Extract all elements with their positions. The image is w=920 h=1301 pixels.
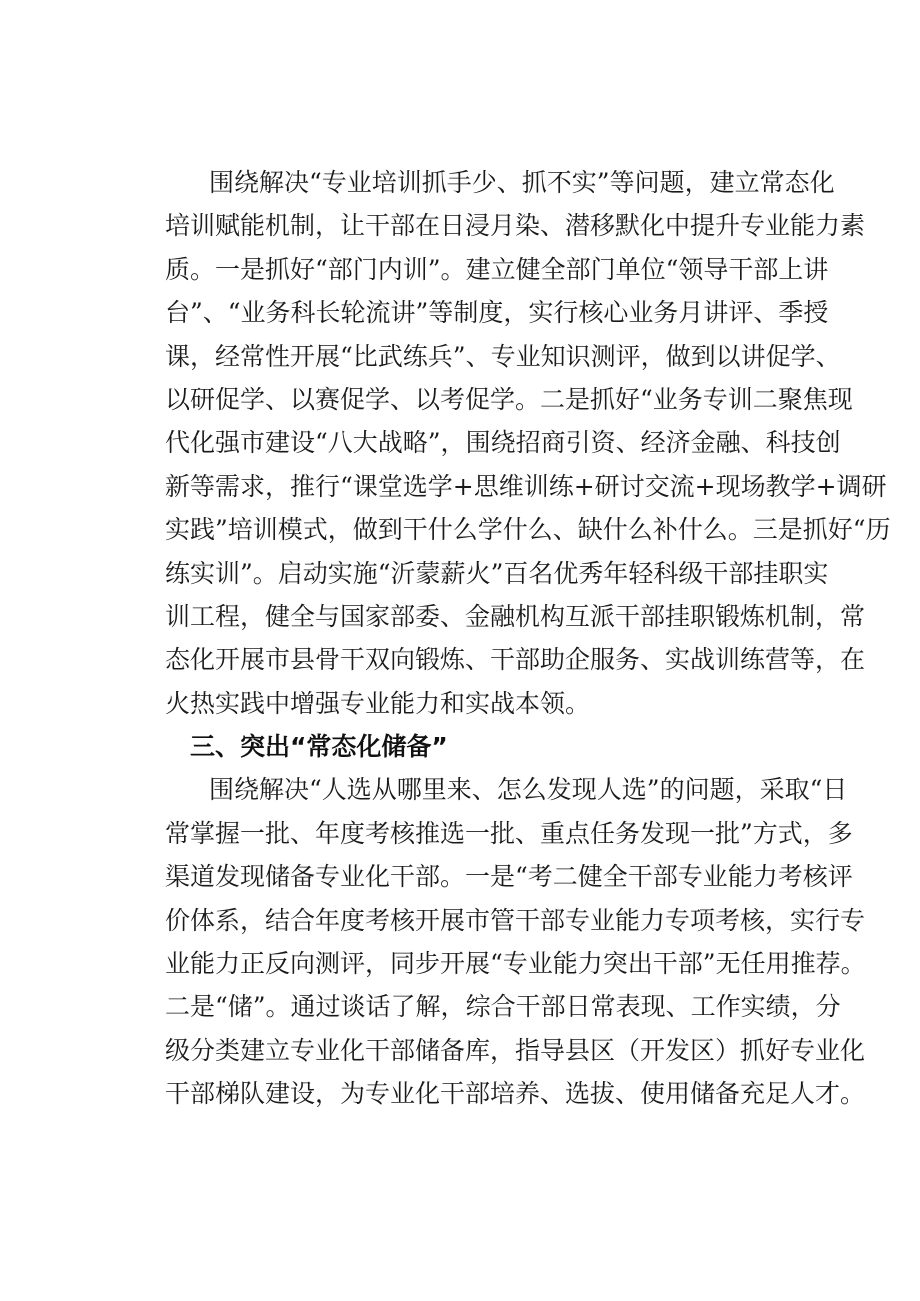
text-line: 台”、“业务科长轮流讲”等制度，实行核心业务月讲评、季授 [165, 298, 829, 328]
text-line: 干部梯队建设，为专业化干部培养、选拔、使用储备充足人才。 [165, 1079, 866, 1109]
text-line: 以研促学、以赛促学、以考促学。二是抓好“业务专训二聚焦现 [165, 384, 853, 414]
text-line: 培训赋能机制，让干部在日浸月染、潜移默化中提升专业能力素 [165, 211, 866, 241]
paragraph-training [165, 161, 891, 725]
text-line: 二是“储”。通过谈话了解，综合干部日常表现、工作实绩，分 [165, 992, 841, 1022]
text-line: 常掌握一批、年度考核推选一批、重点任务发现一批”方式，多 [165, 818, 853, 848]
text-line: 渠道发现储备专业化干部。一是“考二健全干部专业能力考核评 [165, 862, 853, 892]
text-line: 围绕解决“人选从哪里来、怎么发现人选”的问题，采取“日 [209, 775, 848, 805]
text-line: 实践”培训模式，做到干什么学什么、缺什么补什么。三是抓好“历 [165, 515, 891, 545]
text-line: 价体系，结合年度考核开展市管干部专业能力专项考核，实行专 [165, 905, 866, 935]
text-line: 态化开展市县骨干双向锻炼、干部助企服务、实战训练营等，在 [165, 645, 866, 675]
text-line: 训工程，健全与国家部委、金融机构互派干部挂职锻炼机制，常 [165, 601, 866, 631]
text-line: 代化强市建设“八大战略”，围绕招商引资、经济金融、科技创 [165, 428, 841, 458]
text-line: 火热实践中增强专业能力和实战本领。 [165, 688, 591, 718]
text-line: 练实训”。启动实施“沂蒙薪火”百名优秀年轻科级干部挂职实 [165, 558, 829, 588]
text-line: 新等需求，推行“课堂选学+思维训练+研讨交流+现场教学+调研 [165, 471, 887, 501]
text-line: 围绕解决“专业培训抓手少、抓不实”等问题，建立常态化 [209, 168, 835, 197]
text-line: 质。一是抓好“部门内训”。建立健全部门单位“领导干部上讲 [165, 254, 829, 284]
section-heading: 三、突出“常态化储备” [190, 732, 448, 762]
text-line: 业能力正反向测评，同步开展“专业能力突出干部”无任用推荐。 [165, 949, 866, 979]
document-page [165, 161, 891, 1116]
text-line: 级分类建立专业化干部储备库，指导县区（开发区）抓好专业化 [165, 1035, 866, 1065]
paragraph-reserve [165, 768, 866, 1115]
text-line: 课，经常性开展“比武练兵”、专业知识测评，做到以讲促学、 [165, 341, 841, 371]
